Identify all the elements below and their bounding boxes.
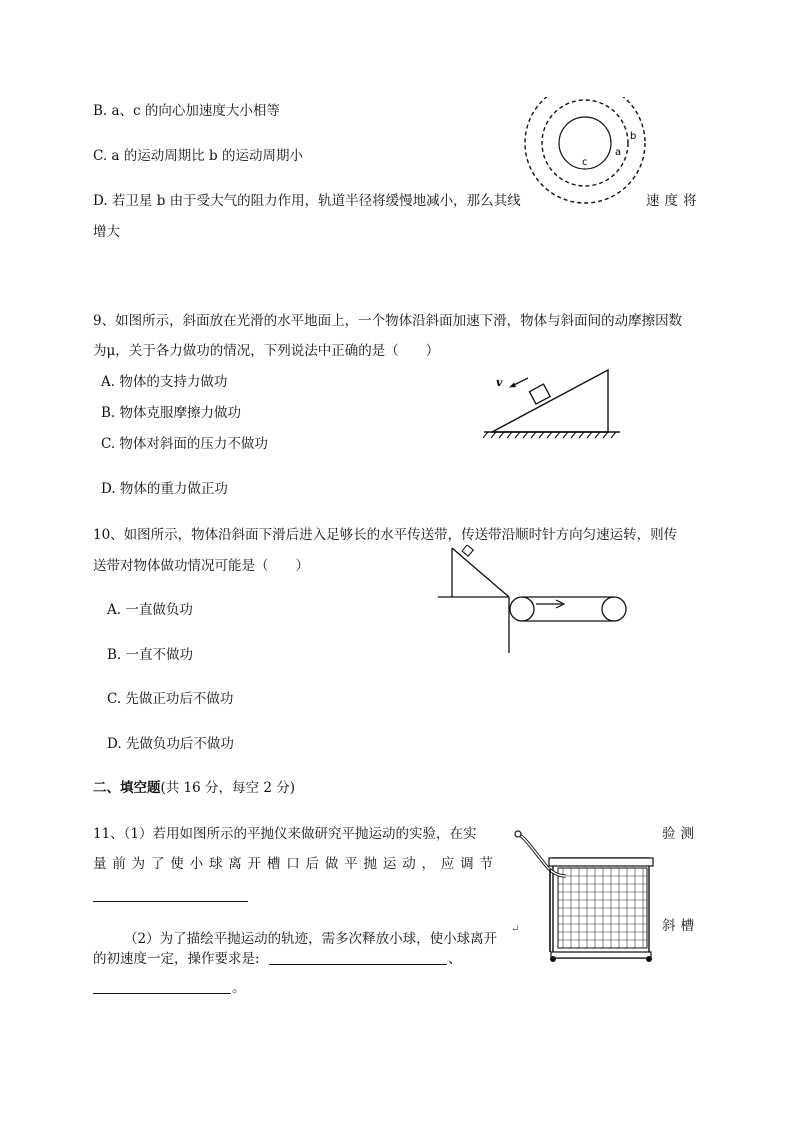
q11-end: 。 <box>232 980 246 996</box>
incline-wedge <box>492 370 608 432</box>
q9-option-b: B. 物体克服摩擦力做功 <box>101 405 242 421</box>
q10-option-d: D. 先做负功后不做功 <box>107 736 234 752</box>
left-pulley <box>510 597 534 621</box>
q8-option-c: C. a 的运动周期比 b 的运动周期小 <box>93 148 303 164</box>
projectile-apparatus-figure <box>508 828 658 968</box>
q11-blank-3[interactable] <box>93 993 231 994</box>
q10-option-c: C. 先做正功后不做功 <box>107 691 234 707</box>
incline-figure <box>478 364 628 444</box>
q9-stem-line1: 9、如图所示，斜面放在光滑的水平地面上，一个物体沿斜面加速下滑，物体与斜面间的动摩擦因数 <box>93 313 683 329</box>
q11-blank-2[interactable] <box>269 964 447 965</box>
q9-option-d: D. 物体的重力做正功 <box>101 481 228 497</box>
q8-option-b: B. a、c 的向心加速度大小相等 <box>93 103 280 119</box>
label-a: a <box>615 147 622 158</box>
ground-hatch <box>483 432 616 438</box>
small-block <box>462 545 473 556</box>
paragraph-mark: ↵ <box>511 924 520 935</box>
q11-line4: （2）为了描绘平抛运动的轨迹，需多次释放小球，使小球离开 <box>124 931 498 947</box>
right-pulley <box>602 597 626 621</box>
q8-option-d-line2: 增大 <box>93 224 120 240</box>
q9-option-c: C. 物体对斜面的压力不做功 <box>101 436 268 452</box>
orbit-a <box>542 100 628 186</box>
section-heading <box>93 780 295 796</box>
q9-option-a: A. 物体的支持力做功 <box>101 374 228 390</box>
q11-blank-1[interactable] <box>93 901 248 902</box>
q11-line1-right: 验测 <box>662 826 699 842</box>
orbit-figure <box>510 97 660 217</box>
q10-stem-line2: 送带对物体做功情况可能是（ ） <box>93 558 309 574</box>
q10-stem-line1: 10、如图所示，物体沿斜面下滑后进入足够长的水平传送带，传送带沿顺时针方向匀速运转，则传 <box>93 527 678 543</box>
label-c: c <box>582 157 588 168</box>
q11-line5: 的初速度一定，操作要求是: <box>93 951 260 967</box>
q11-line3-right: 斜槽 <box>662 918 699 934</box>
q11-line1: 11、（1）若用如图所示的平抛仪来做研究平抛运动的实验，在实 <box>93 826 477 842</box>
q8-option-d-line1: D. 若卫星 b 由于受大气的阻力作用，轨道半径将缓慢地减小，那么其线 <box>93 193 521 209</box>
q10-option-b: B. 一直不做功 <box>107 647 194 663</box>
q11-line2: 量前为了使小球离开槽口后做平抛运动，应调节 <box>93 856 493 872</box>
label-b: b <box>630 131 637 142</box>
q11-sep: 、 <box>448 951 462 967</box>
q8-option-d-end: 速度将 <box>646 193 702 209</box>
section-note: (共 16 分，每空 2 分) <box>160 780 295 796</box>
q10-option-a: A. 一直做负功 <box>107 602 193 618</box>
slope <box>452 548 509 597</box>
section-title: 二、填空题 <box>93 780 161 796</box>
q9-stem-line2: 为μ，关于各力做功的情况，下列说法中正确的是（ ） <box>93 343 440 359</box>
conveyor-figure <box>438 545 638 655</box>
block <box>529 384 550 404</box>
label-v: v <box>496 376 503 389</box>
